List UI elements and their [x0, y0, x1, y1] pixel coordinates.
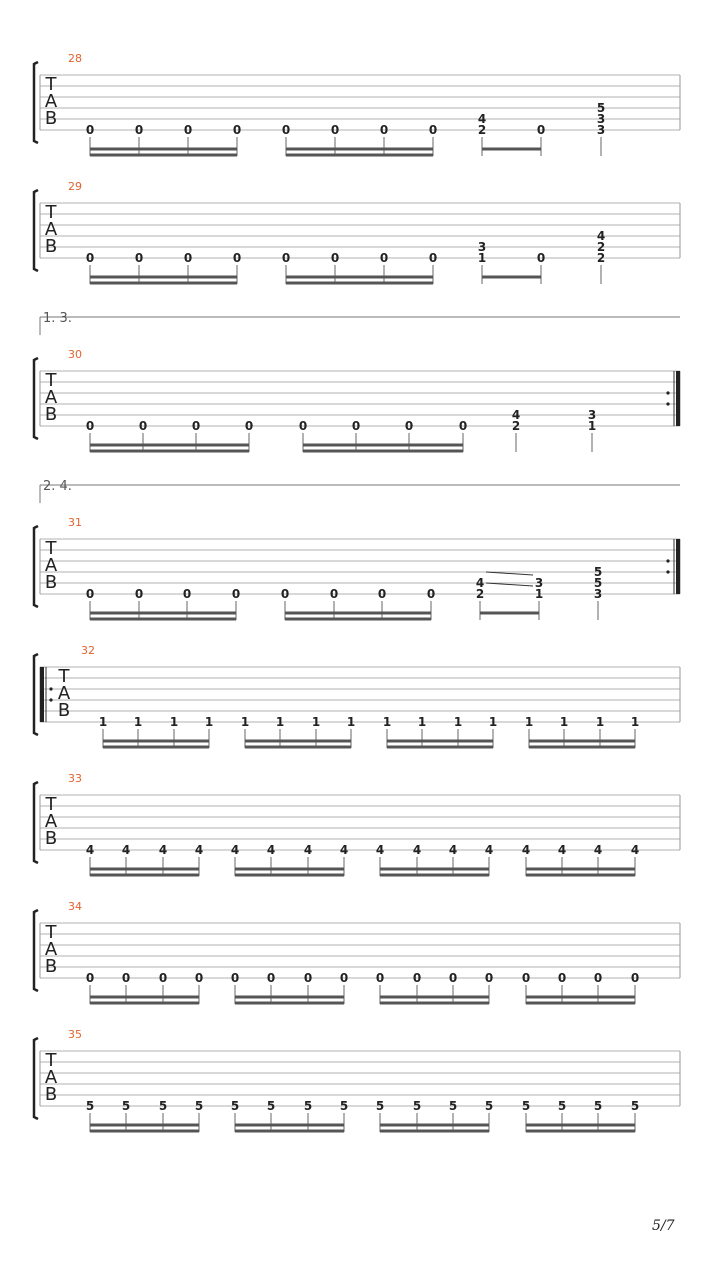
fret-number: 4 — [339, 843, 349, 857]
fret-number: 5 — [266, 1099, 276, 1113]
fret-number: 5 — [158, 1099, 168, 1113]
fret-number: 3 — [596, 112, 606, 126]
fret-number: 5 — [557, 1099, 567, 1113]
fret-number: 4 — [557, 843, 567, 857]
system-32 — [34, 644, 680, 748]
fret-number: 1 — [240, 715, 250, 729]
fret-number: 5 — [596, 101, 606, 115]
tab-clef-letter: B — [44, 236, 58, 257]
fret-number: 0 — [244, 419, 254, 433]
fret-number: 1 — [534, 587, 544, 601]
fret-number: 1 — [587, 419, 597, 433]
fret-number: 0 — [458, 419, 468, 433]
fret-number: 5 — [593, 565, 603, 579]
fret-number: 2 — [475, 587, 485, 601]
fret-number: 0 — [377, 587, 387, 601]
repeat-dot — [666, 559, 669, 562]
fret-number: 0 — [85, 123, 95, 137]
fret-number: 1 — [524, 715, 534, 729]
fret-number: 3 — [534, 576, 544, 590]
tab-clef-letter: T — [58, 666, 70, 687]
tab-clef-letter: T — [45, 538, 57, 559]
tab-clef-letter: T — [45, 202, 57, 223]
fret-number: 5 — [85, 1099, 95, 1113]
volta-label: 2. 4. — [43, 479, 72, 494]
system-28 — [34, 52, 680, 156]
fret-number: 4 — [412, 843, 422, 857]
fret-number: 0 — [329, 587, 339, 601]
fret-number: 4 — [475, 576, 485, 590]
fret-number: 0 — [303, 971, 313, 985]
fret-number: 5 — [630, 1099, 640, 1113]
fret-number: 0 — [536, 123, 546, 137]
fret-number: 4 — [448, 843, 458, 857]
fret-number: 0 — [330, 123, 340, 137]
tab-clef-letter: B — [44, 828, 58, 849]
fret-number: 4 — [194, 843, 204, 857]
tab-clef-letter: A — [44, 555, 58, 576]
fret-number: 5 — [339, 1099, 349, 1113]
fret-number: 3 — [587, 408, 597, 422]
fret-number: 1 — [311, 715, 321, 729]
tab-clef-letter: A — [44, 1067, 58, 1088]
system-brace — [34, 910, 38, 991]
fret-number: 0 — [183, 251, 193, 265]
fret-number: 1 — [98, 715, 108, 729]
measure-number: 30 — [68, 348, 82, 361]
system-brace — [34, 358, 38, 439]
fret-number: 1 — [382, 715, 392, 729]
fret-number: 0 — [630, 971, 640, 985]
fret-number: 0 — [194, 971, 204, 985]
measure-number: 34 — [68, 900, 82, 913]
fret-number: 1 — [346, 715, 356, 729]
tab-clef-letter: A — [44, 219, 58, 240]
fret-number: 5 — [230, 1099, 240, 1113]
fret-number: 0 — [183, 123, 193, 137]
fret-number: 0 — [182, 587, 192, 601]
fret-number: 0 — [281, 251, 291, 265]
fret-number: 0 — [339, 971, 349, 985]
fret-number: 4 — [630, 843, 640, 857]
fret-number: 1 — [630, 715, 640, 729]
fret-number: 1 — [169, 715, 179, 729]
fret-number: 1 — [453, 715, 463, 729]
fret-number: 1 — [488, 715, 498, 729]
repeat-dot — [49, 698, 52, 701]
fret-number: 0 — [191, 419, 201, 433]
fret-number: 0 — [448, 971, 458, 985]
fret-number: 5 — [521, 1099, 531, 1113]
fret-number: 0 — [134, 587, 144, 601]
fret-number: 0 — [593, 971, 603, 985]
fret-number: 1 — [477, 251, 487, 265]
fret-number: 0 — [266, 971, 276, 985]
fret-number: 1 — [417, 715, 427, 729]
tab-clef-letter: T — [45, 1050, 57, 1071]
fret-number: 5 — [303, 1099, 313, 1113]
tab-clef-letter: T — [45, 74, 57, 95]
fret-number: 5 — [593, 1099, 603, 1113]
tab-clef-letter: B — [44, 1084, 58, 1105]
repeat-dot — [666, 391, 669, 394]
fret-number: 4 — [521, 843, 531, 857]
fret-number: 0 — [428, 123, 438, 137]
system-35 — [34, 1028, 680, 1132]
fret-number: 4 — [85, 843, 95, 857]
fret-number: 4 — [121, 843, 131, 857]
repeat-dot — [666, 570, 669, 573]
fret-number: 4 — [511, 408, 521, 422]
fret-number: 5 — [412, 1099, 422, 1113]
fret-number: 5 — [194, 1099, 204, 1113]
system-brace — [34, 190, 38, 271]
repeat-dot — [666, 402, 669, 405]
system-brace — [34, 654, 38, 735]
fret-number: 2 — [596, 251, 606, 265]
tab-clef-letter: A — [57, 683, 71, 704]
measure-number: 35 — [68, 1028, 82, 1041]
fret-number: 0 — [536, 251, 546, 265]
fret-number: 0 — [375, 971, 385, 985]
fret-number: 1 — [595, 715, 605, 729]
fret-number: 4 — [477, 112, 487, 126]
fret-number: 2 — [511, 419, 521, 433]
fret-number: 3 — [593, 587, 603, 601]
fret-number: 0 — [351, 419, 361, 433]
fret-number: 4 — [375, 843, 385, 857]
fret-number: 1 — [133, 715, 143, 729]
fret-number: 4 — [266, 843, 276, 857]
fret-number: 0 — [230, 971, 240, 985]
tab-clef-letter: B — [44, 404, 58, 425]
fret-number: 5 — [448, 1099, 458, 1113]
tab-clef-letter: B — [57, 700, 71, 721]
fret-number: 0 — [379, 123, 389, 137]
fret-number: 0 — [85, 971, 95, 985]
volta-label: 1. 3. — [43, 311, 72, 326]
fret-number: 0 — [232, 251, 242, 265]
tab-clef-letter: B — [44, 108, 58, 129]
fret-number: 0 — [281, 123, 291, 137]
tab-clef-letter: A — [44, 91, 58, 112]
fret-number: 1 — [204, 715, 214, 729]
system-30 — [34, 311, 680, 452]
tab-clef-letter: T — [45, 922, 57, 943]
system-brace — [34, 1038, 38, 1119]
fret-number: 0 — [121, 971, 131, 985]
tab-clef-letter: B — [44, 572, 58, 593]
fret-number: 0 — [232, 123, 242, 137]
system-31 — [34, 479, 680, 620]
fret-number: 4 — [596, 229, 606, 243]
fret-number: 0 — [428, 251, 438, 265]
measure-number: 33 — [68, 772, 82, 785]
fret-number: 0 — [484, 971, 494, 985]
fret-number: 4 — [484, 843, 494, 857]
fret-number: 0 — [158, 971, 168, 985]
measure-number: 28 — [68, 52, 82, 65]
fret-number: 0 — [134, 251, 144, 265]
tab-clef-letter: T — [45, 794, 57, 815]
fret-number: 0 — [521, 971, 531, 985]
fret-number: 0 — [412, 971, 422, 985]
fret-number: 0 — [280, 587, 290, 601]
fret-number: 0 — [85, 251, 95, 265]
fret-number: 0 — [298, 419, 308, 433]
fret-number: 5 — [484, 1099, 494, 1113]
measure-number: 32 — [81, 644, 95, 657]
fret-number: 0 — [85, 587, 95, 601]
tab-clef-letter: A — [44, 811, 58, 832]
fret-number: 3 — [596, 123, 606, 137]
fret-number: 0 — [138, 419, 148, 433]
tab-clef-letter: T — [45, 370, 57, 391]
page-number: 5/7 — [652, 1218, 675, 1234]
fret-number: 0 — [404, 419, 414, 433]
fret-number: 1 — [559, 715, 569, 729]
fret-number: 4 — [158, 843, 168, 857]
fret-number: 0 — [330, 251, 340, 265]
system-34 — [34, 900, 680, 1004]
tab-clef-letter: A — [44, 939, 58, 960]
system-brace — [34, 782, 38, 863]
repeat-dot — [49, 687, 52, 690]
system-29 — [34, 180, 680, 284]
system-brace — [34, 62, 38, 143]
tab-clef-letter: A — [44, 387, 58, 408]
system-brace — [34, 526, 38, 607]
fret-number: 0 — [134, 123, 144, 137]
measure-number: 29 — [68, 180, 82, 193]
fret-number: 2 — [596, 240, 606, 254]
fret-number: 5 — [593, 576, 603, 590]
fret-number: 0 — [557, 971, 567, 985]
fret-number: 4 — [593, 843, 603, 857]
measure-number: 31 — [68, 516, 82, 529]
fret-number: 0 — [85, 419, 95, 433]
fret-number: 3 — [477, 240, 487, 254]
fret-number: 2 — [477, 123, 487, 137]
fret-number: 5 — [375, 1099, 385, 1113]
fret-number: 5 — [121, 1099, 131, 1113]
fret-number: 0 — [231, 587, 241, 601]
fret-number: 4 — [230, 843, 240, 857]
tab-clef-letter: B — [44, 956, 58, 977]
fret-number: 0 — [379, 251, 389, 265]
system-33 — [34, 772, 680, 876]
fret-number: 4 — [303, 843, 313, 857]
fret-number: 0 — [426, 587, 436, 601]
fret-number: 1 — [275, 715, 285, 729]
